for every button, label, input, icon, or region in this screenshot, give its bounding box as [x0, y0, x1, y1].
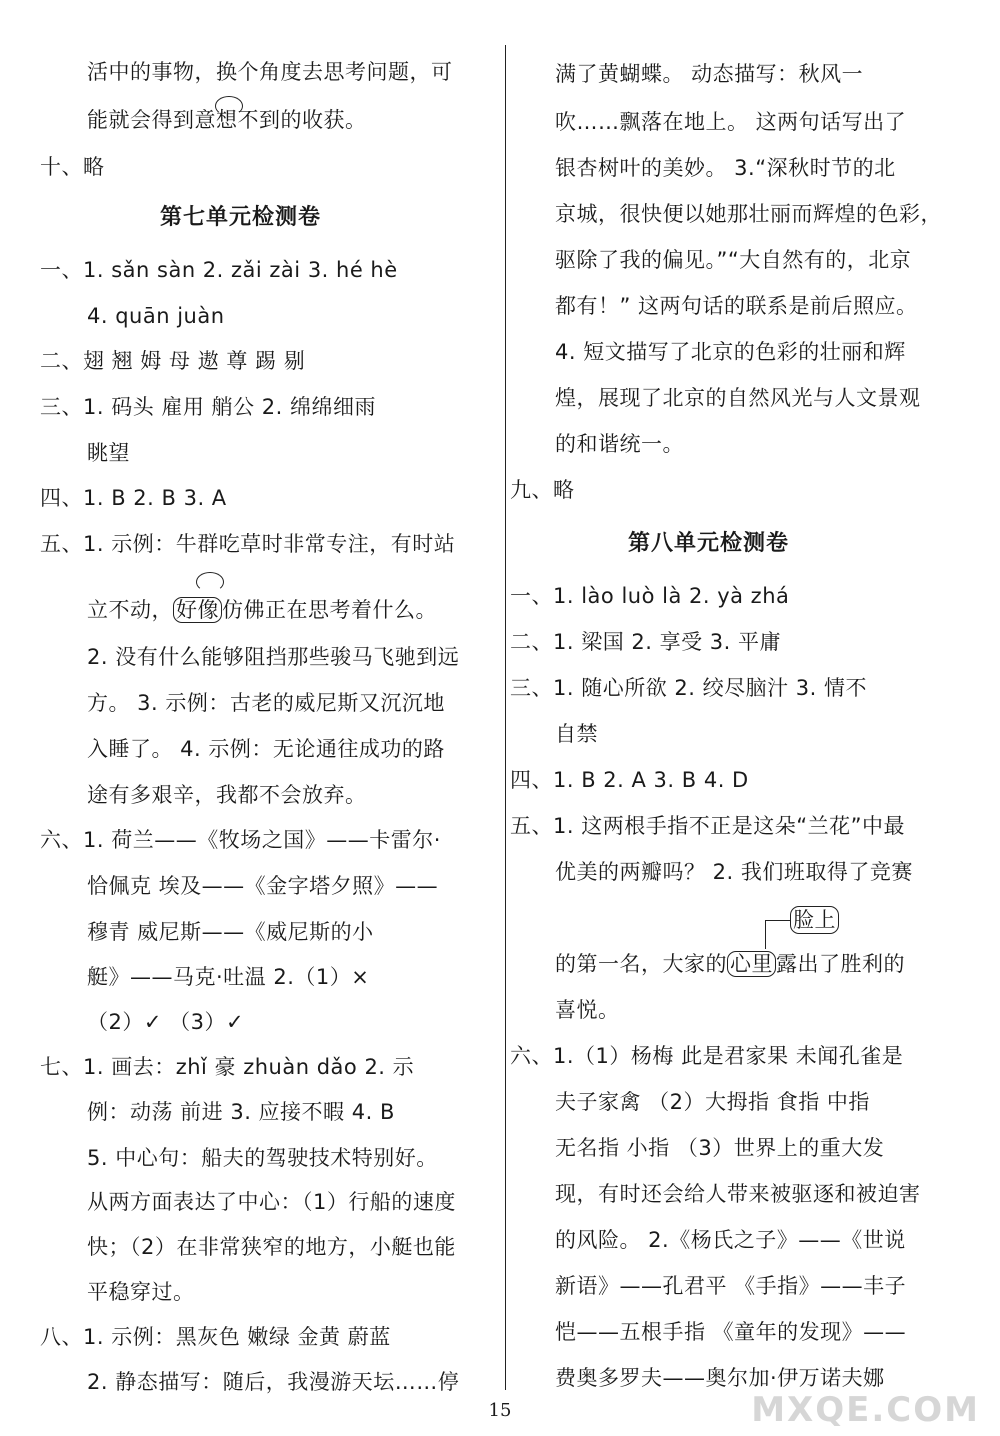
text-line: 吹……飘落在地上。 这两句话写出了: [555, 110, 907, 134]
text-line: 平稳穿过。: [87, 1280, 195, 1304]
text-line: 穆青 威尼斯——《威尼斯的小: [87, 920, 374, 944]
text-line: 驱除了我的偏见。”“大自然有的，北京: [555, 248, 912, 272]
page-number: 15: [488, 1400, 512, 1421]
answer-1: 一、1. sǎn sàn 2. zǎi zài 3. hé hè: [40, 258, 398, 282]
answer-2: 二、翅 翘 姆 母 遨 尊 踢 剔: [40, 349, 306, 373]
answer-10: 十、略: [40, 155, 105, 179]
answer-6: 六、1.（1）杨梅 此是君家果 未闻孔雀是: [510, 1044, 904, 1068]
text-fragment: 露出了胜利的: [776, 952, 905, 976]
boxed-word: 好像: [173, 597, 222, 623]
answer-3: 三、1. 码头 雇用 艄公 2. 绵绵细雨: [40, 395, 376, 419]
correction-connector: [765, 920, 790, 949]
section-title-unit7: 第七单元检测卷: [160, 205, 322, 230]
text-line: 银杏树叶的美妙。 3.“深秋时节的北: [555, 156, 896, 180]
text-line: 恺——五根手指 《童年的发现》——: [555, 1320, 907, 1344]
text-line: 喜悦。: [555, 998, 620, 1022]
text-line: 活中的事物，换个角度去思考问题，可: [87, 60, 453, 84]
text-line: 都有！” 这两句话的联系是前后照应。: [555, 294, 918, 318]
correction-word: 脸上: [790, 906, 839, 934]
text-line: 5. 中心句：船夫的驾驶技术特别好。: [87, 1146, 438, 1170]
text-line: 例：动荡 前进 3. 应接不暇 4. B: [87, 1100, 395, 1124]
answer-2: 二、1. 梁国 2. 享受 3. 平庸: [510, 630, 781, 654]
handwritten-mark: [215, 96, 243, 116]
text-line: 方。 3. 示例：古老的威尼斯又沉沉地: [87, 691, 445, 715]
answer-3: 三、1. 随心所欲 2. 绞尽脑汁 3. 情不: [510, 676, 867, 700]
text-line: 优美的两瓣吗？ 2. 我们班取得了竞赛: [555, 860, 913, 884]
answer-5: 五、1. 示例：牛群吃草时非常专注，有时站: [40, 532, 456, 556]
text-line: 煌，展现了北京的自然风光与人文景观: [555, 386, 921, 410]
text-line: 2. 静态描写：随后，我漫游天坛……停: [87, 1370, 460, 1394]
text-line: 满了黄蝴蝶。 动态描写：秋风一: [555, 62, 864, 86]
answer-9: 九、略: [510, 478, 575, 502]
text-line: 的风险。 2.《杨氏之子》——《世说: [555, 1228, 906, 1252]
answer-5-cont: [87, 596, 437, 624]
text-line: 京城，很快便以她那壮丽而辉煌的色彩，: [555, 202, 942, 226]
text-line: 夫子家禽 （2）大拇指 食指 中指: [555, 1090, 870, 1114]
text-line: （2）✓ （3）✓: [87, 1010, 245, 1034]
column-divider: [505, 45, 506, 1390]
answer-5: 五、1. 这两根手指不正是这朵“兰花”中最: [510, 814, 905, 838]
answer-1: 一、1. lào luò là 2. yà zhá: [510, 584, 790, 608]
text-line: 的和谐统一。: [555, 432, 684, 456]
text-line: 恰佩克 埃及——《金字塔夕照》——: [87, 874, 439, 898]
text-fragment: 仿佛正在思考着什么。: [222, 598, 437, 622]
answer-3-cont: 眺望: [87, 441, 130, 465]
text-line: 艇》——马克·吐温 2.（1）×: [87, 965, 370, 989]
text-line: 无名指 小指 （3）世界上的重大发: [555, 1136, 885, 1160]
answer-1-cont: 4. quān juàn: [87, 304, 225, 328]
text-line: 从两方面表达了中心：（1）行船的速度: [87, 1190, 456, 1214]
section-title-unit8: 第八单元检测卷: [628, 531, 790, 556]
text-line: 新语》——孔君平 《手指》——丰子: [555, 1274, 907, 1298]
text-fragment: 立不动，: [87, 598, 173, 622]
insertion-mark: [196, 572, 224, 592]
boxed-word: 心里: [727, 951, 776, 977]
text-line: [555, 950, 905, 978]
watermark-logo: MXQE.COM: [751, 1390, 980, 1430]
text-line: 能就会得到意想不到的收获。: [87, 108, 367, 132]
text-line: 现，有时还会给人带来被驱逐和被迫害: [555, 1182, 921, 1206]
text-line: 入睡了。 4. 示例：无论通往成功的路: [87, 737, 445, 761]
text-line: 2. 没有什么能够阻挡那些骏马飞驰到远: [87, 645, 460, 669]
text-line: 途有多艰辛，我都不会放弃。: [87, 783, 367, 807]
answer-4: 四、1. B 2. A 3. B 4. D: [510, 768, 749, 792]
text-fragment: 的第一名，大家的: [555, 952, 727, 976]
answer-6: 六、1. 荷兰——《牧场之国》——卡雷尔·: [40, 828, 441, 852]
answer-8: 八、1. 示例：黑灰色 嫩绿 金黄 蔚蓝: [40, 1325, 391, 1349]
text-line: 费奥多罗夫——奥尔加·伊万诺夫娜: [555, 1366, 885, 1390]
text-line: 快；（2）在非常狭窄的地方，小艇也能: [87, 1235, 456, 1259]
text-line: 4. 短文描写了北京的色彩的壮丽和辉: [555, 340, 906, 364]
answer-4: 四、1. B 2. B 3. A: [40, 486, 227, 510]
text-line: 自禁: [555, 722, 598, 746]
answer-7: 七、1. 画去：zhǐ 豪 zhuàn dǎo 2. 示: [40, 1055, 415, 1079]
